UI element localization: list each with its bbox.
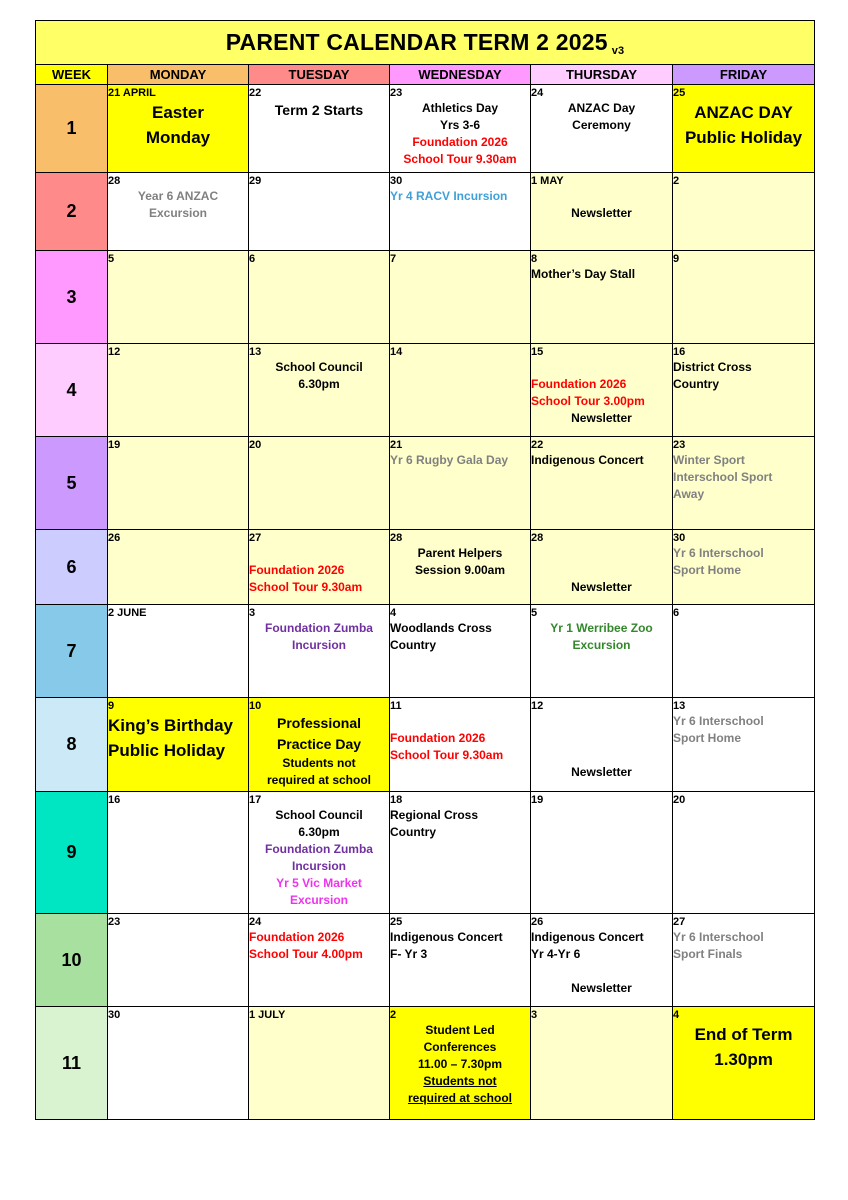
event-text: Foundation Zumba xyxy=(265,621,373,635)
event-text: Yr 4-Yr 6 xyxy=(531,947,581,961)
date-label: 26 xyxy=(531,916,544,928)
event-text: Mother’s Day Stall xyxy=(531,267,636,281)
event-text: School Tour 9.30am xyxy=(249,580,363,594)
date-label: 2 xyxy=(673,175,680,187)
week-number: 8 xyxy=(36,698,108,792)
event-text: Indigenous Concert xyxy=(531,453,644,467)
day-cell-thursday xyxy=(531,437,673,530)
event-text: School Council xyxy=(275,808,363,822)
day-cell-wednesday xyxy=(390,344,531,437)
event-text: 11.00 – 7.30pm xyxy=(417,1057,503,1071)
week-number: 6 xyxy=(36,530,108,605)
day-cell-wednesday xyxy=(390,1007,531,1120)
date-label: 25 xyxy=(390,916,403,928)
date-label: 27 xyxy=(673,916,686,928)
event-text: Public Holiday xyxy=(108,741,226,760)
event-text: Incursion xyxy=(291,859,346,873)
date-label: 20 xyxy=(673,794,686,806)
day-cell-thursday xyxy=(531,251,673,344)
event-text: Conferences xyxy=(423,1040,497,1054)
event-text: Athletics Day xyxy=(421,101,499,115)
date-label: 4 xyxy=(673,1009,680,1021)
event-text: District Cross xyxy=(673,360,752,374)
day-cell-thursday xyxy=(531,1007,673,1120)
day-cell-friday xyxy=(673,173,815,251)
event-text: Regional Cross xyxy=(390,808,479,822)
week-number: 3 xyxy=(36,251,108,344)
title-text: PARENT CALENDAR TERM 2 2025 xyxy=(225,28,608,55)
event-text: Indigenous Concert xyxy=(390,930,503,944)
event-text: Foundation 2026 xyxy=(390,731,486,745)
day-cell-friday xyxy=(673,792,815,914)
event-spacer xyxy=(531,747,672,764)
week-row xyxy=(36,1007,815,1120)
week-row xyxy=(36,344,815,437)
event-text: Practice Day xyxy=(276,736,362,752)
week-number: 5 xyxy=(36,437,108,530)
date-label: 14 xyxy=(390,346,403,358)
day-cell-monday xyxy=(108,698,249,792)
week-row xyxy=(36,85,815,173)
date-label: 16 xyxy=(673,346,686,358)
day-cell-friday xyxy=(673,698,815,792)
event-text: ANZAC Day xyxy=(567,101,636,115)
day-cell-monday xyxy=(108,173,249,251)
date-label: 9 xyxy=(108,700,115,712)
event-text: Incursion xyxy=(291,638,346,652)
day-cell-wednesday xyxy=(390,85,531,173)
date-label: 22 xyxy=(531,439,544,451)
week-number: 11 xyxy=(36,1007,108,1120)
event-text: King’s Birthday xyxy=(108,716,233,735)
date-label: 4 xyxy=(390,607,397,619)
day-cell-thursday xyxy=(531,173,673,251)
header-thursday: THURSDAY xyxy=(531,65,673,85)
date-label: 21 xyxy=(390,439,403,451)
event-text: Foundation 2026 xyxy=(249,563,345,577)
event-text: Sport Finals xyxy=(673,947,743,961)
week-number: 9 xyxy=(36,792,108,914)
event-text: Winter Sport xyxy=(673,453,745,467)
event-text: ANZAC DAY xyxy=(694,103,793,122)
day-cell-friday xyxy=(673,344,815,437)
day-cell-tuesday xyxy=(249,85,390,173)
date-label: 16 xyxy=(108,794,121,806)
day-cell-monday xyxy=(108,437,249,530)
event-text: Sport Home xyxy=(673,731,742,745)
day-cell-monday xyxy=(108,344,249,437)
week-row xyxy=(36,251,815,344)
event-text: Woodlands Cross xyxy=(390,621,492,635)
event-text: Parent Helpers xyxy=(417,546,503,560)
event-text: Students not xyxy=(282,756,356,770)
event-text: Foundation Zumba xyxy=(265,842,373,856)
date-label: 30 xyxy=(390,175,403,187)
date-label: 28 xyxy=(531,532,544,544)
date-label: 12 xyxy=(108,346,121,358)
week-number: 1 xyxy=(36,85,108,173)
date-label: 7 xyxy=(390,253,397,265)
event-spacer xyxy=(390,713,530,730)
date-label: 13 xyxy=(249,346,262,358)
day-cell-friday xyxy=(673,605,815,698)
event-text: Newsletter xyxy=(571,411,632,425)
date-label: 23 xyxy=(390,87,403,99)
day-cell-wednesday xyxy=(390,251,531,344)
event-text: Yr 6 Interschool xyxy=(673,714,764,728)
event-text: Ceremony xyxy=(572,118,631,132)
date-label: 15 xyxy=(531,346,544,358)
day-cell-tuesday xyxy=(249,530,390,605)
date-label: 30 xyxy=(673,532,686,544)
event-text: Country xyxy=(390,825,436,839)
event-text: Newsletter xyxy=(571,981,632,995)
week-row xyxy=(36,792,815,914)
event-spacer xyxy=(531,730,672,747)
day-cell-thursday xyxy=(531,914,673,1007)
header-monday: MONDAY xyxy=(108,65,249,85)
date-label: 3 xyxy=(531,1009,538,1021)
event-text: Newsletter xyxy=(571,765,632,779)
event-text: Yr 6 Interschool xyxy=(673,930,764,944)
event-spacer xyxy=(249,545,389,562)
week-number: 10 xyxy=(36,914,108,1007)
day-cell-tuesday xyxy=(249,792,390,914)
event-text: Indigenous Concert xyxy=(531,930,644,944)
date-label: 11 xyxy=(390,700,402,712)
week-row xyxy=(36,698,815,792)
calendar-table xyxy=(35,20,815,1120)
event-text: Excursion xyxy=(289,893,349,907)
day-cell-friday xyxy=(673,251,815,344)
day-cell-thursday xyxy=(531,698,673,792)
event-text: School Council xyxy=(275,360,363,374)
version-label: v3 xyxy=(611,44,625,57)
day-cell-friday xyxy=(673,1007,815,1120)
date-label: 1 JULY xyxy=(249,1009,286,1021)
date-label: 6 xyxy=(249,253,256,265)
day-cell-tuesday xyxy=(249,914,390,1007)
date-label: 24 xyxy=(531,87,544,99)
date-label: 13 xyxy=(673,700,686,712)
event-text: required at school xyxy=(407,1091,513,1105)
event-text: Easter xyxy=(152,103,204,122)
date-label: 6 xyxy=(673,607,680,619)
date-label: 3 xyxy=(249,607,256,619)
event-text: Foundation 2026 xyxy=(249,930,345,944)
event-spacer xyxy=(531,713,672,730)
date-label: 21 APRIL xyxy=(108,87,156,99)
date-label: 9 xyxy=(673,253,680,265)
event-text: Newsletter xyxy=(571,580,632,594)
event-spacer xyxy=(531,562,672,579)
date-label: 1 MAY xyxy=(531,175,564,187)
day-cell-tuesday xyxy=(249,605,390,698)
event-text: Excursion xyxy=(148,206,208,220)
day-cell-friday xyxy=(673,437,815,530)
date-label: 25 xyxy=(673,87,686,99)
day-cell-monday xyxy=(108,1007,249,1120)
date-label: 12 xyxy=(531,700,544,712)
date-label: 27 xyxy=(249,532,262,544)
date-label: 20 xyxy=(249,439,262,451)
date-label: 29 xyxy=(249,175,262,187)
date-label: 22 xyxy=(249,87,262,99)
date-label: 19 xyxy=(108,439,121,451)
weekday-header-row xyxy=(36,65,815,85)
event-text: Yrs 3-6 xyxy=(439,118,481,132)
event-text: Sport Home xyxy=(673,563,742,577)
event-spacer xyxy=(531,188,672,205)
event-text: Away xyxy=(673,487,705,501)
day-cell-tuesday xyxy=(249,251,390,344)
day-cell-wednesday xyxy=(390,173,531,251)
week-number: 2 xyxy=(36,173,108,251)
day-cell-wednesday xyxy=(390,530,531,605)
event-text: Yr 4 RACV Incursion xyxy=(390,189,508,203)
event-text: Session 9.00am xyxy=(414,563,506,577)
date-label: 17 xyxy=(249,794,262,806)
day-cell-monday xyxy=(108,530,249,605)
calendar-body xyxy=(36,85,815,1120)
event-text: Excursion xyxy=(572,638,631,652)
day-cell-monday xyxy=(108,914,249,1007)
date-label: 28 xyxy=(390,532,403,544)
header-wednesday: WEDNESDAY xyxy=(390,65,531,85)
event-text: Country xyxy=(673,377,719,391)
event-text: Monday xyxy=(145,128,211,147)
event-text: Foundation 2026 xyxy=(412,135,508,149)
event-text: Professional xyxy=(276,715,362,731)
date-label: 24 xyxy=(249,916,262,928)
event-text: Student Led xyxy=(425,1023,495,1037)
day-cell-wednesday xyxy=(390,605,531,698)
date-label: 23 xyxy=(108,916,121,928)
event-text: 6.30pm xyxy=(298,825,340,839)
event-text: School Tour 9.30am xyxy=(403,152,517,166)
date-label: 10 xyxy=(249,700,262,712)
day-cell-friday xyxy=(673,914,815,1007)
week-number: 7 xyxy=(36,605,108,698)
event-text: Year 6 ANZAC xyxy=(137,189,219,203)
date-label: 2 JUNE xyxy=(108,607,147,619)
date-label: 5 xyxy=(108,253,115,265)
day-cell-monday xyxy=(108,792,249,914)
day-cell-thursday xyxy=(531,530,673,605)
calendar-title xyxy=(36,21,815,65)
week-row xyxy=(36,530,815,605)
header-tuesday: TUESDAY xyxy=(249,65,390,85)
event-text: F- Yr 3 xyxy=(390,947,428,961)
date-label: 19 xyxy=(531,794,544,806)
header-week: WEEK xyxy=(36,65,108,85)
week-row xyxy=(36,914,815,1007)
date-label: 8 xyxy=(531,253,538,265)
event-text: Public Holiday xyxy=(684,128,803,147)
event-text: required at school xyxy=(266,773,372,787)
day-cell-wednesday xyxy=(390,792,531,914)
week-row xyxy=(36,437,815,530)
day-cell-tuesday xyxy=(249,1007,390,1120)
day-cell-wednesday xyxy=(390,437,531,530)
event-spacer xyxy=(531,545,672,562)
day-cell-thursday xyxy=(531,85,673,173)
event-text: Students not xyxy=(423,1074,497,1088)
day-cell-thursday xyxy=(531,344,673,437)
day-cell-friday xyxy=(673,85,815,173)
day-cell-tuesday xyxy=(249,698,390,792)
day-cell-wednesday xyxy=(390,914,531,1007)
event-text: Yr 5 Vic Market xyxy=(276,876,362,890)
day-cell-thursday xyxy=(531,605,673,698)
event-spacer xyxy=(531,963,672,980)
event-text: Term 2 Starts xyxy=(274,102,364,118)
event-text: Country xyxy=(390,638,436,652)
event-text: Foundation 2026 xyxy=(531,377,627,391)
day-cell-monday xyxy=(108,85,249,173)
event-text: End of Term xyxy=(694,1025,793,1044)
day-cell-monday xyxy=(108,605,249,698)
event-text: School Tour 9.30am xyxy=(390,748,504,762)
event-text: School Tour 3.00pm xyxy=(531,394,645,408)
date-label: 26 xyxy=(108,532,121,544)
event-spacer xyxy=(531,359,672,376)
event-text: School Tour 4.00pm xyxy=(249,947,363,961)
day-cell-thursday xyxy=(531,792,673,914)
event-text: Interschool Sport xyxy=(673,470,773,484)
day-cell-tuesday xyxy=(249,437,390,530)
event-text: 1.30pm xyxy=(714,1050,773,1069)
date-label: 28 xyxy=(108,175,121,187)
header-friday: FRIDAY xyxy=(673,65,815,85)
event-text: Yr 1 Werribee Zoo xyxy=(550,621,653,635)
date-label: 5 xyxy=(531,607,538,619)
event-text: 6.30pm xyxy=(298,377,340,391)
day-cell-monday xyxy=(108,251,249,344)
day-cell-wednesday xyxy=(390,698,531,792)
date-label: 30 xyxy=(108,1009,121,1021)
event-text: Yr 6 Rugby Gala Day xyxy=(390,453,509,467)
week-number: 4 xyxy=(36,344,108,437)
date-label: 18 xyxy=(390,794,403,806)
week-row xyxy=(36,605,815,698)
day-cell-tuesday xyxy=(249,173,390,251)
day-cell-tuesday xyxy=(249,344,390,437)
day-cell-friday xyxy=(673,530,815,605)
week-row xyxy=(36,173,815,251)
date-label: 23 xyxy=(673,439,686,451)
event-text: Newsletter xyxy=(571,206,632,220)
event-text: Yr 6 Interschool xyxy=(673,546,764,560)
date-label: 2 xyxy=(390,1009,397,1021)
